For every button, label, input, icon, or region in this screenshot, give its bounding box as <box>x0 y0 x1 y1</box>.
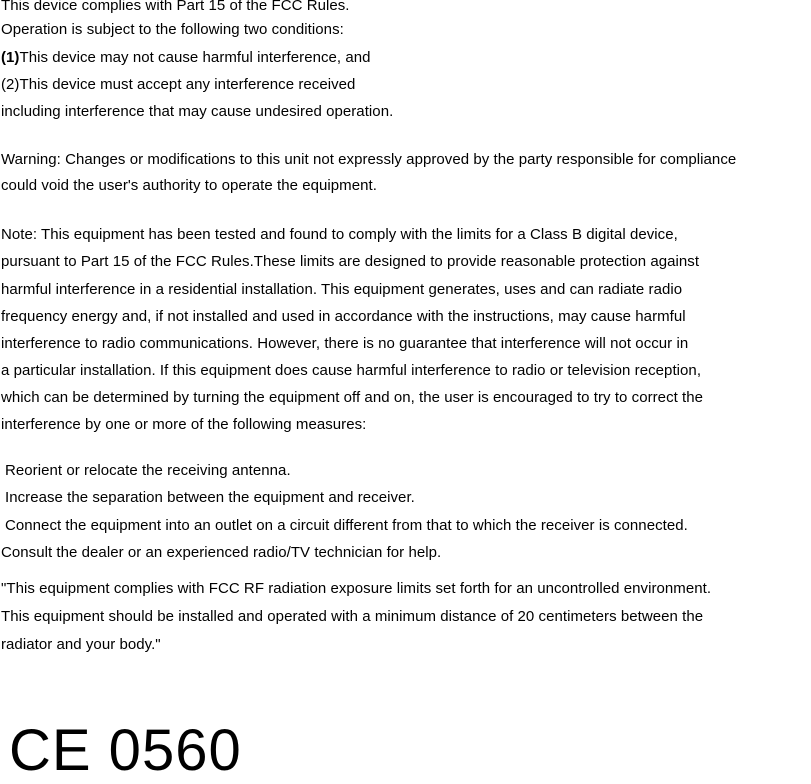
note-line: which can be determined by turning the equipment off and on, the user is encouraged to try to correct the <box>1 389 704 406</box>
note-line: frequency energy and, if not installed and used in accordance with the instructions, may cause harmful <box>1 308 686 325</box>
note-line: interference by one or more of the following measures: <box>1 416 367 433</box>
fcc-statement-line-1: This device complies with Part 15 of the FCC Rules. <box>1 0 350 14</box>
warning-line-2: could void the user's authority to operate the equipment. <box>1 177 377 194</box>
note-line: interference to radio communications. However, there is no guarantee that interference will not occur in <box>1 335 689 352</box>
note-line: harmful interference in a residential installation. This equipment generates, uses and can radiate radio <box>1 281 683 298</box>
fcc-condition-1 <box>1 49 371 67</box>
note-line: Note: This equipment has been tested and found to comply with the limits for a Class B digital device, <box>1 226 678 243</box>
warning-line-1: Warning: Changes or modifications to this unit not expressly approved by the party responsible for compliance <box>1 151 737 168</box>
ce-mark: CE 0560 <box>9 718 242 783</box>
condition-1-text: This device may not cause harmful interference, and <box>19 49 371 66</box>
fcc-statement-line-5: including interference that may cause undesired operation. <box>1 103 394 120</box>
measure-item: Increase the separation between the equipment and receiver. <box>5 489 415 506</box>
rf-exposure-line: "This equipment complies with FCC RF radiation exposure limits set forth for an uncontrolled environment. <box>1 580 712 597</box>
measure-item: Connect the equipment into an outlet on a circuit different from that to which the receiver is connected. <box>5 517 688 534</box>
measure-item: Reorient or relocate the receiving antenna. <box>5 462 291 479</box>
note-line: pursuant to Part 15 of the FCC Rules.These limits are designed to provide reasonable protection against <box>1 253 700 270</box>
rf-exposure-line: radiator and your body." <box>1 636 161 653</box>
note-line: a particular installation. If this equipment does cause harmful interference to radio or television reception, <box>1 362 702 379</box>
rf-exposure-line: This equipment should be installed and operated with a minimum distance of 20 centimeters between the <box>1 608 704 625</box>
fcc-statement-line-2: Operation is subject to the following two conditions: <box>1 21 344 38</box>
fcc-condition-2: (2)This device must accept any interference received <box>1 76 356 93</box>
measure-item: Consult the dealer or an experienced radio/TV technician for help. <box>1 544 442 561</box>
condition-1-number: (1) <box>1 49 20 66</box>
